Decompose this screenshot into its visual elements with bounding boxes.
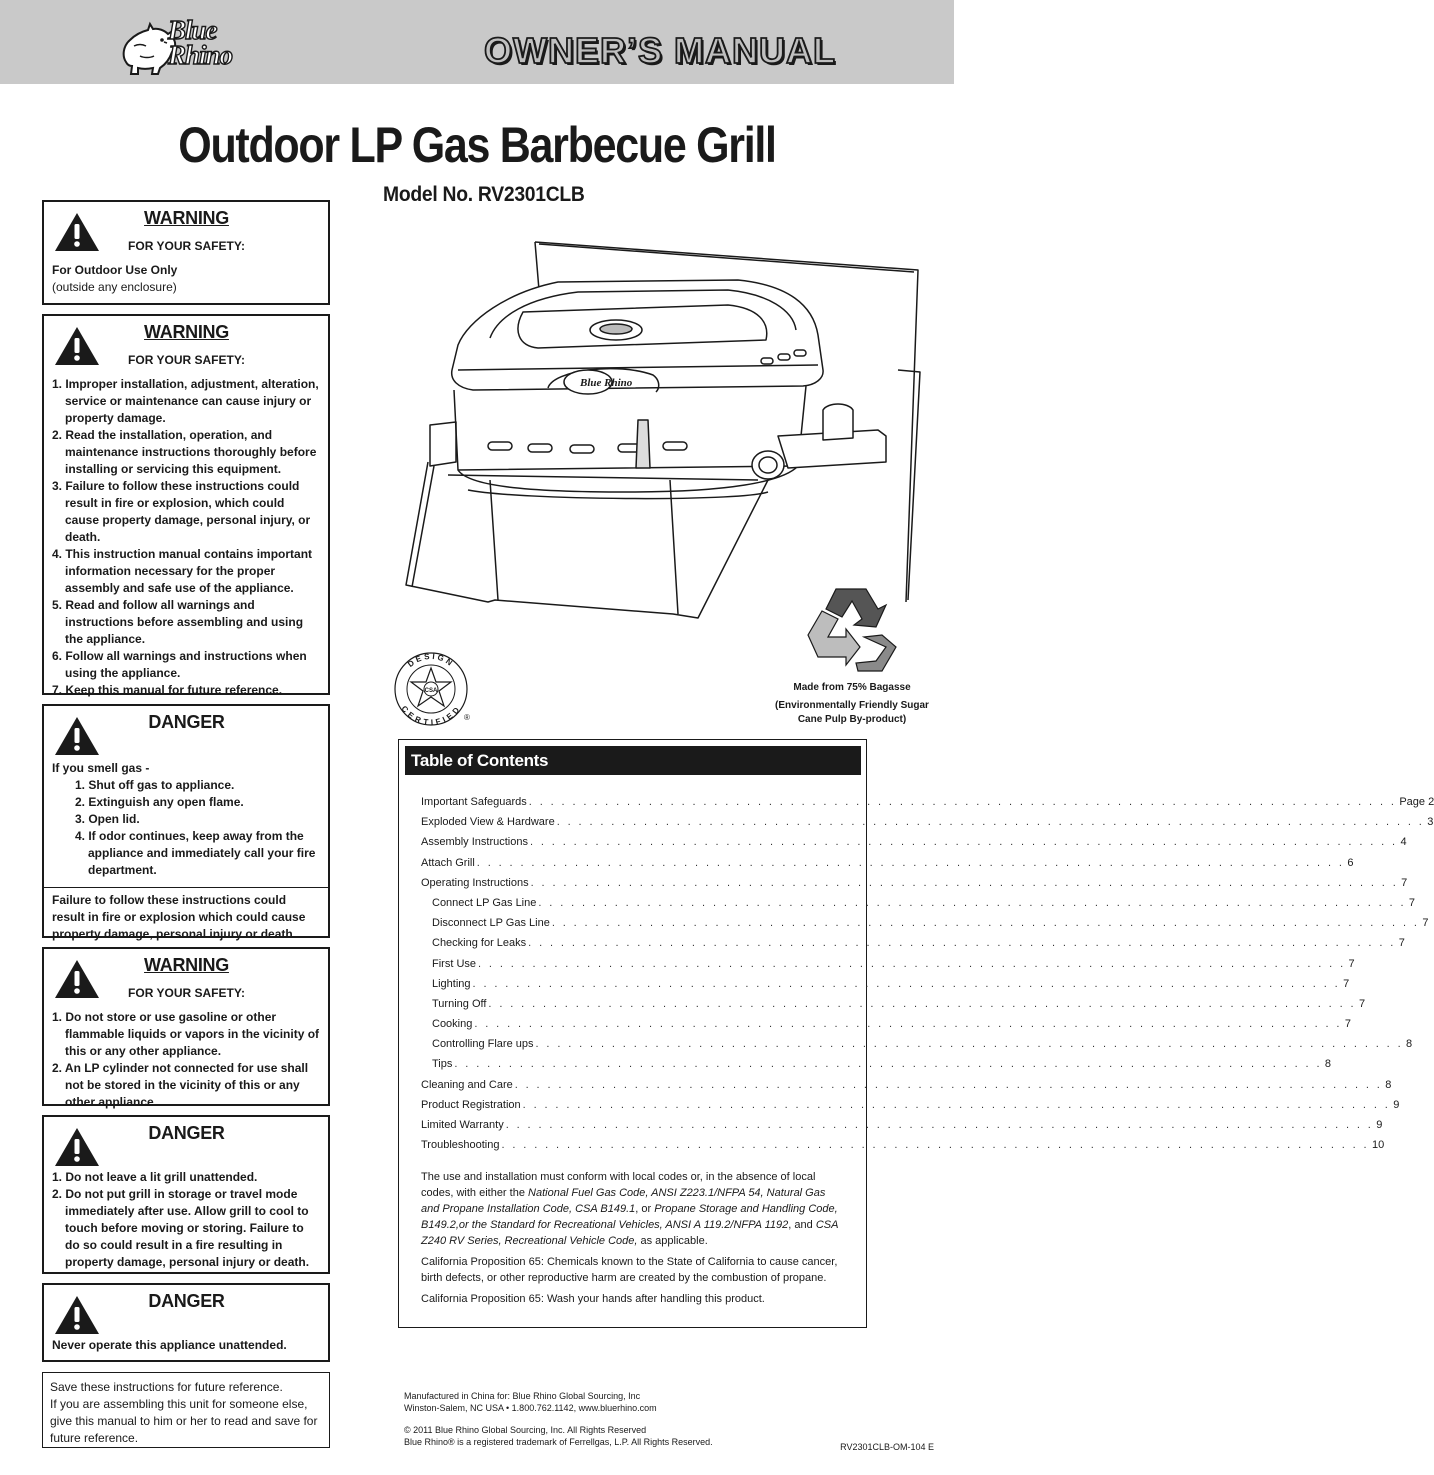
owners-manual-title: OWNER’S MANUAL bbox=[484, 30, 836, 71]
toc-entry-label: Assembly Instructions bbox=[421, 836, 528, 849]
toc-entry-label: Controlling Flare ups bbox=[432, 1038, 534, 1051]
toc-entry bbox=[421, 1095, 1400, 1115]
toc-entry-page: 4 bbox=[1400, 836, 1407, 849]
toc-entry bbox=[421, 792, 1434, 812]
toc-leader-dots: . . . . . . . . . . . . . . . . . . . . . . . . . . . . . . . . . . . . . . . . . . . . . . . . . . . . . . . . . . . . . . . . . . . . . . . . . . . . . . . . bbox=[514, 1078, 1383, 1091]
toc-entry-page: 10 bbox=[1372, 1139, 1385, 1152]
danger-box-gas-smell bbox=[42, 704, 330, 941]
toc-entry bbox=[421, 853, 1354, 873]
save-note-line2: If you are assembling this unit for someone else, give this manual to him or her to read and save for future reference. bbox=[50, 1397, 318, 1445]
toc-entry bbox=[421, 913, 1429, 933]
warning-subtitle: FOR YOUR SAFETY: bbox=[128, 986, 245, 1000]
toc-entry-label: Important Safeguards bbox=[421, 796, 527, 808]
warning-subtitle: FOR YOUR SAFETY: bbox=[128, 353, 245, 367]
danger-box-unattended bbox=[42, 1115, 330, 1274]
svg-text:CERTIFIED bbox=[399, 704, 462, 727]
toc-entry-page: 7 bbox=[1344, 1018, 1352, 1031]
toc-entry-label: Product Registration bbox=[421, 1098, 521, 1111]
toc-leader-dots: . . . . . . . . . . . . . . . . . . . . . . . . . . . . . . . . . . . . . . . . . . . . . . . . . . . . . . . . . . . . . . . . . . . . . . . . . . . . . . . . bbox=[505, 1119, 1374, 1131]
toc-entry-page: 8 bbox=[1324, 1058, 1332, 1071]
toc-leader-dots: . . . . . . . . . . . . . . . . . . . . . . . . . . . . . . . . . . . . . . . . . . . . . . . . . . . . . . . . . . . . . . . . . . . . . . . . . . . . . . . . bbox=[476, 856, 1345, 869]
footer-manufacturer: Manufactured in China for: Blue Rhino Global Sourcing, Inc bbox=[404, 1391, 641, 1401]
toc-entry bbox=[421, 1054, 1332, 1074]
toc-entry bbox=[421, 994, 1366, 1014]
warning-list bbox=[52, 1009, 321, 1111]
footer-copyright: © 2011 Blue Rhino Global Sourcing, Inc. All Rights Reserved bbox=[404, 1425, 647, 1435]
save-instructions-note bbox=[42, 1372, 330, 1448]
toc-leader-dots: . . . . . . . . . . . . . . . . . . . . . . . . . . . . . . . . . . . . . . . . . . . . . . . . . . . . . . . . . . . . . . . . . . . . . . . . . . . . . . . . bbox=[522, 1098, 1391, 1111]
toc-entry bbox=[421, 1135, 1385, 1155]
toc-entry bbox=[421, 832, 1407, 852]
danger-list bbox=[52, 1169, 321, 1271]
footer bbox=[404, 1390, 713, 1448]
warning-item: 7. Keep this manual for future reference. bbox=[52, 683, 283, 697]
danger-list bbox=[52, 777, 321, 879]
toc-entry bbox=[421, 812, 1434, 832]
danger-title: DANGER bbox=[148, 1291, 225, 1311]
toc-entry-page: 3 bbox=[1427, 816, 1434, 829]
part-number: RV2301CLB-OM-104 E bbox=[840, 1442, 934, 1452]
seal-center-text: CSA bbox=[424, 688, 438, 694]
toc-entry bbox=[421, 1075, 1392, 1095]
warning-item: 4. This instruction manual contains important information necessary for the proper assembly and safe use of the appliance. bbox=[52, 547, 313, 595]
toc-entry-page: 7 bbox=[1358, 997, 1366, 1010]
toc-leader-dots: . . . . . . . . . . . . . . . . . . . . . . . . . . . . . . . . . . . . . . . . . . . . . . . . . . . . . . . . . . . . . . . . . . . . . . . . . . . . . . . . bbox=[530, 876, 1399, 889]
toc-entry bbox=[421, 974, 1350, 994]
toc-entry-label: Cooking bbox=[432, 1018, 473, 1031]
toc-leader-dots: . . . . . . . . . . . . . . . . . . . . . . . . . . . . . . . . . . . . . . . . . . . . . . . . . . . . . . . . . . . . . . . . . . . . . . . . . . . . . . . . bbox=[538, 896, 1406, 909]
toc-leader-dots: . . . . . . . . . . . . . . . . . . . . . . . . . . . . . . . . . . . . . . . . . . . . . . . . . . . . . . . . . . . . . . . . . . . . . . . . . . . . . . . . bbox=[535, 1038, 1404, 1051]
toc-entry-page: 9 bbox=[1376, 1119, 1383, 1131]
toc-entry-label: Troubleshooting bbox=[421, 1139, 500, 1152]
warning-item: 6. Follow all warnings and instructions when using the appliance. bbox=[52, 649, 307, 680]
toc-entry-page: 7 bbox=[1343, 977, 1350, 990]
toc-entry-label: Tips bbox=[432, 1058, 453, 1071]
toc-entry-page: 6 bbox=[1347, 856, 1354, 869]
footer-trademark: Blue Rhino® is a registered trademark of Ferrellgas, L.P. All Rights Reserved. bbox=[404, 1437, 713, 1447]
toc-entry-label: Turning Off bbox=[432, 997, 487, 1010]
toc-entry-label: Cleaning and Care bbox=[421, 1078, 513, 1091]
danger-footer-text: Failure to follow these instructions could result in fire or explosion which could cause property damage, personal injury or death. bbox=[52, 893, 306, 941]
warning-title: WARNING bbox=[144, 955, 229, 975]
warning-list bbox=[52, 376, 321, 699]
toc-entry-label: Connect LP Gas Line bbox=[432, 896, 537, 909]
toc-leader-dots: . . . . . . . . . . . . . . . . . . . . . . . . . . . . . . . . . . . . . . . . . . . . . . . . . . . . . . . . . . . . . . . . . . . . . . . . . . . . . . . . bbox=[556, 816, 1425, 829]
table-of-contents bbox=[398, 739, 1434, 1328]
outdoor-use-text: For Outdoor Use Only bbox=[52, 263, 178, 277]
toc-leader-dots: . . . . . . . . . . . . . . . . . . . . . . . . . . . . . . . . . . . . . . . . . . . . . . . . . . . . . . . . . . . . . . . . . . . . . . . . . . . . . . . . bbox=[528, 937, 1396, 950]
save-note-line1: Save these instructions for future reference. bbox=[50, 1380, 283, 1394]
toc-heading: Table of Contents bbox=[405, 746, 861, 775]
toc-leader-dots: . . . . . . . . . . . . . . . . . . . . . . . . . . . . . . . . . . . . . . . . . . . . . . . . . . . . . . . . . . . . . . . . . . . . . . . . . . . . . . . . bbox=[551, 917, 1420, 930]
toc-entry-page: 7 bbox=[1398, 937, 1405, 950]
warning-title: WARNING bbox=[144, 208, 229, 228]
danger-text: Never operate this appliance unattended. bbox=[52, 1338, 287, 1352]
danger-item: 4. If odor continues, keep away from the appliance and immediately call your fire department. bbox=[75, 829, 316, 877]
toc-entry-label: First Use bbox=[432, 957, 476, 970]
seal-bottom-text: CERTIFIED bbox=[399, 704, 463, 728]
outside-enclosure-text: (outside any enclosure) bbox=[52, 280, 177, 294]
seal-top-text: DESIGN bbox=[406, 651, 456, 669]
warning-item: 5. Read and follow all warnings and instructions before assembling and using the appliance. bbox=[52, 598, 304, 646]
toc-leader-dots: . . . . . . . . . . . . . . . . . . . . . . . . . . . . . . . . . . . . . . . . . . . . . . . . . . . . . . . . . . . . . . . . . . . . . . . . . . . . . . . . bbox=[488, 997, 1356, 1010]
toc-entry bbox=[421, 873, 1408, 893]
toc-notes bbox=[405, 1169, 861, 1307]
recycle-line2: (Environmentally Friendly Sugar Cane Pulp By-product) bbox=[775, 700, 929, 725]
toc-entry-page: 9 bbox=[1393, 1098, 1400, 1111]
toc-entry-page: 7 bbox=[1348, 957, 1355, 970]
prop65-cancer-paragraph: California Proposition 65: Chemicals known to the State of California to cause cancer, birth defects, or other reproductive harm are created by the combustion of propane. bbox=[421, 1256, 838, 1285]
danger-title: DANGER bbox=[148, 1123, 225, 1143]
codes-paragraph: The use and installation must conform with local codes or, in the absence of local codes, with either the National Fuel Gas Code, ANSI Z223.1/NFPA 54, Natural Gas and Propane Installation Code, CSA B149.1, or Propane Storage and Handling Code, B149.2,or the Standard for Recreational Vehicles, ANSI A 119.2/NFPA 1192, and CSA Z240 RV Series, Recreational Vehicle Code, as applicable. bbox=[421, 1171, 839, 1248]
warning-box-flammables bbox=[42, 947, 330, 1109]
grill-illustration bbox=[398, 230, 928, 630]
recycle-line1: Made from 75% Bagasse bbox=[793, 682, 911, 693]
toc-leader-dots: . . . . . . . . . . . . . . . . . . . . . . . . . . . . . . . . . . . . . . . . . . . . . . . . . . . . . . . . . . . . . . . . . . . . . . . . . . . . . . . . bbox=[478, 957, 1346, 970]
toc-entry-page: 8 bbox=[1385, 1078, 1392, 1091]
warning-item: 1. Improper installation, adjustment, alteration, service or maintenance can cause injury or property damage. bbox=[52, 377, 319, 425]
warning-item: 1. Do not store or use gasoline or other flammable liquids or vapors in the vicinity of this or any other appliance. bbox=[52, 1010, 320, 1058]
toc-entry-page: 7 bbox=[1422, 917, 1429, 930]
warning-item: 2. An LP cylinder not connected for use shall not be stored in the vicinity of this or any other appliance. bbox=[52, 1061, 309, 1109]
model-number: Model No. RV2301CLB bbox=[383, 183, 585, 206]
footer-contact: Winston-Salem, NC USA • 1.800.762.1142, www.bluerhino.com bbox=[404, 1403, 657, 1413]
prop65-wash-paragraph: California Proposition 65: Wash your hands after handling this product. bbox=[421, 1293, 765, 1306]
recycle-caption bbox=[770, 679, 934, 727]
header-bar bbox=[0, 0, 954, 84]
warning-subtitle: FOR YOUR SAFETY: bbox=[128, 239, 245, 253]
toc-entry bbox=[421, 1034, 1413, 1054]
toc-entry-page: 8 bbox=[1406, 1038, 1413, 1051]
warning-title: WARNING bbox=[144, 322, 229, 342]
toc-leader-dots: . . . . . . . . . . . . . . . . . . . . . . . . . . . . . . . . . . . . . . . . . . . . . . . . . . . . . . . . . . . . . . . . . . . . . . . . . . . . . . . . bbox=[454, 1058, 1322, 1071]
toc-entry bbox=[421, 954, 1355, 974]
danger-item: 1. Shut off gas to appliance. bbox=[75, 778, 235, 792]
warning-box-outdoor bbox=[42, 200, 330, 305]
toc-leader-dots: . . . . . . . . . . . . . . . . . . . . . . . . . . . . . . . . . . . . . . . . . . . . . . . . . . . . . . . . . . . . . . . . . . . . . . . . . . . . . . . . bbox=[501, 1139, 1370, 1152]
danger-title: DANGER bbox=[148, 712, 225, 732]
danger-box-never-operate bbox=[42, 1283, 330, 1362]
toc-entry bbox=[421, 1115, 1383, 1135]
toc-entry-label: Disconnect LP Gas Line bbox=[432, 917, 550, 930]
danger-item: 3. Open lid. bbox=[75, 812, 140, 826]
page-title: Outdoor LP Gas Barbecue Grill bbox=[178, 117, 776, 173]
divider bbox=[44, 887, 328, 888]
brand-wordmark: Blue Rhino bbox=[168, 15, 233, 70]
toc-leader-dots: . . . . . . . . . . . . . . . . . . . . . . . . . . . . . . . . . . . . . . . . . . . . . . . . . . . . . . . . . . . . . . . . . . . . . . . . . . . . . . . . bbox=[472, 977, 1341, 990]
danger-intro: If you smell gas - bbox=[52, 761, 150, 775]
toc-leader-dots: . . . . . . . . . . . . . . . . . . . . . . . . . . . . . . . . . . . . . . . . . . . . . . . . . . . . . . . . . . . . . . . . . . . . . . . . . . . . . . . . bbox=[528, 796, 1397, 808]
design-certified-seal bbox=[392, 650, 474, 728]
danger-item: 1. Do not leave a lit grill unattended. bbox=[52, 1170, 258, 1184]
toc-entry-page: 7 bbox=[1408, 896, 1416, 909]
toc-entry-label: Limited Warranty bbox=[421, 1119, 504, 1131]
recycle-icon bbox=[804, 585, 898, 675]
rhino-logo bbox=[120, 16, 280, 78]
toc-entry-label: Exploded View & Hardware bbox=[421, 816, 555, 829]
toc-list bbox=[405, 792, 1434, 1155]
toc-entry-label: Lighting bbox=[432, 977, 471, 990]
toc-leader-dots: . . . . . . . . . . . . . . . . . . . . . . . . . . . . . . . . . . . . . . . . . . . . . . . . . . . . . . . . . . . . . . . . . . . . . . . . . . . . . . . . bbox=[529, 836, 1398, 849]
toc-entry-page: Page 2 bbox=[1399, 796, 1434, 808]
danger-item: 2. Do not put grill in storage or travel mode immediately after use. Allow grill to cool to touch before moving or storing. Failure to do so could result in a fire resulting in property damage, personal injury or death. bbox=[52, 1187, 310, 1269]
warning-item: 2. Read the installation, operation, and maintenance instructions thoroughly before installing or servicing this equipment. bbox=[52, 428, 317, 476]
toc-leader-dots: . . . . . . . . . . . . . . . . . . . . . . . . . . . . . . . . . . . . . . . . . . . . . . . . . . . . . . . . . . . . . . . . . . . . . . . . . . . . . . . . bbox=[474, 1018, 1342, 1031]
toc-entry bbox=[421, 893, 1416, 913]
toc-entry bbox=[421, 933, 1405, 953]
toc-entry-label: Operating Instructions bbox=[421, 876, 529, 889]
toc-entry bbox=[421, 1014, 1352, 1034]
grill-logo-text: Blue Rhino bbox=[580, 377, 633, 389]
danger-item: 2. Extinguish any open flame. bbox=[75, 795, 244, 809]
warning-item: 3. Failure to follow these instructions could result in fire or explosion, which could cause property damage, personal injury, or death. bbox=[52, 479, 311, 544]
toc-entry-label: Attach Grill bbox=[421, 856, 475, 869]
warning-box-safety bbox=[42, 314, 330, 695]
toc-entry-page: 7 bbox=[1401, 876, 1408, 889]
seal-registered-mark: ® bbox=[464, 713, 470, 722]
toc-entry-label: Checking for Leaks bbox=[432, 937, 527, 950]
